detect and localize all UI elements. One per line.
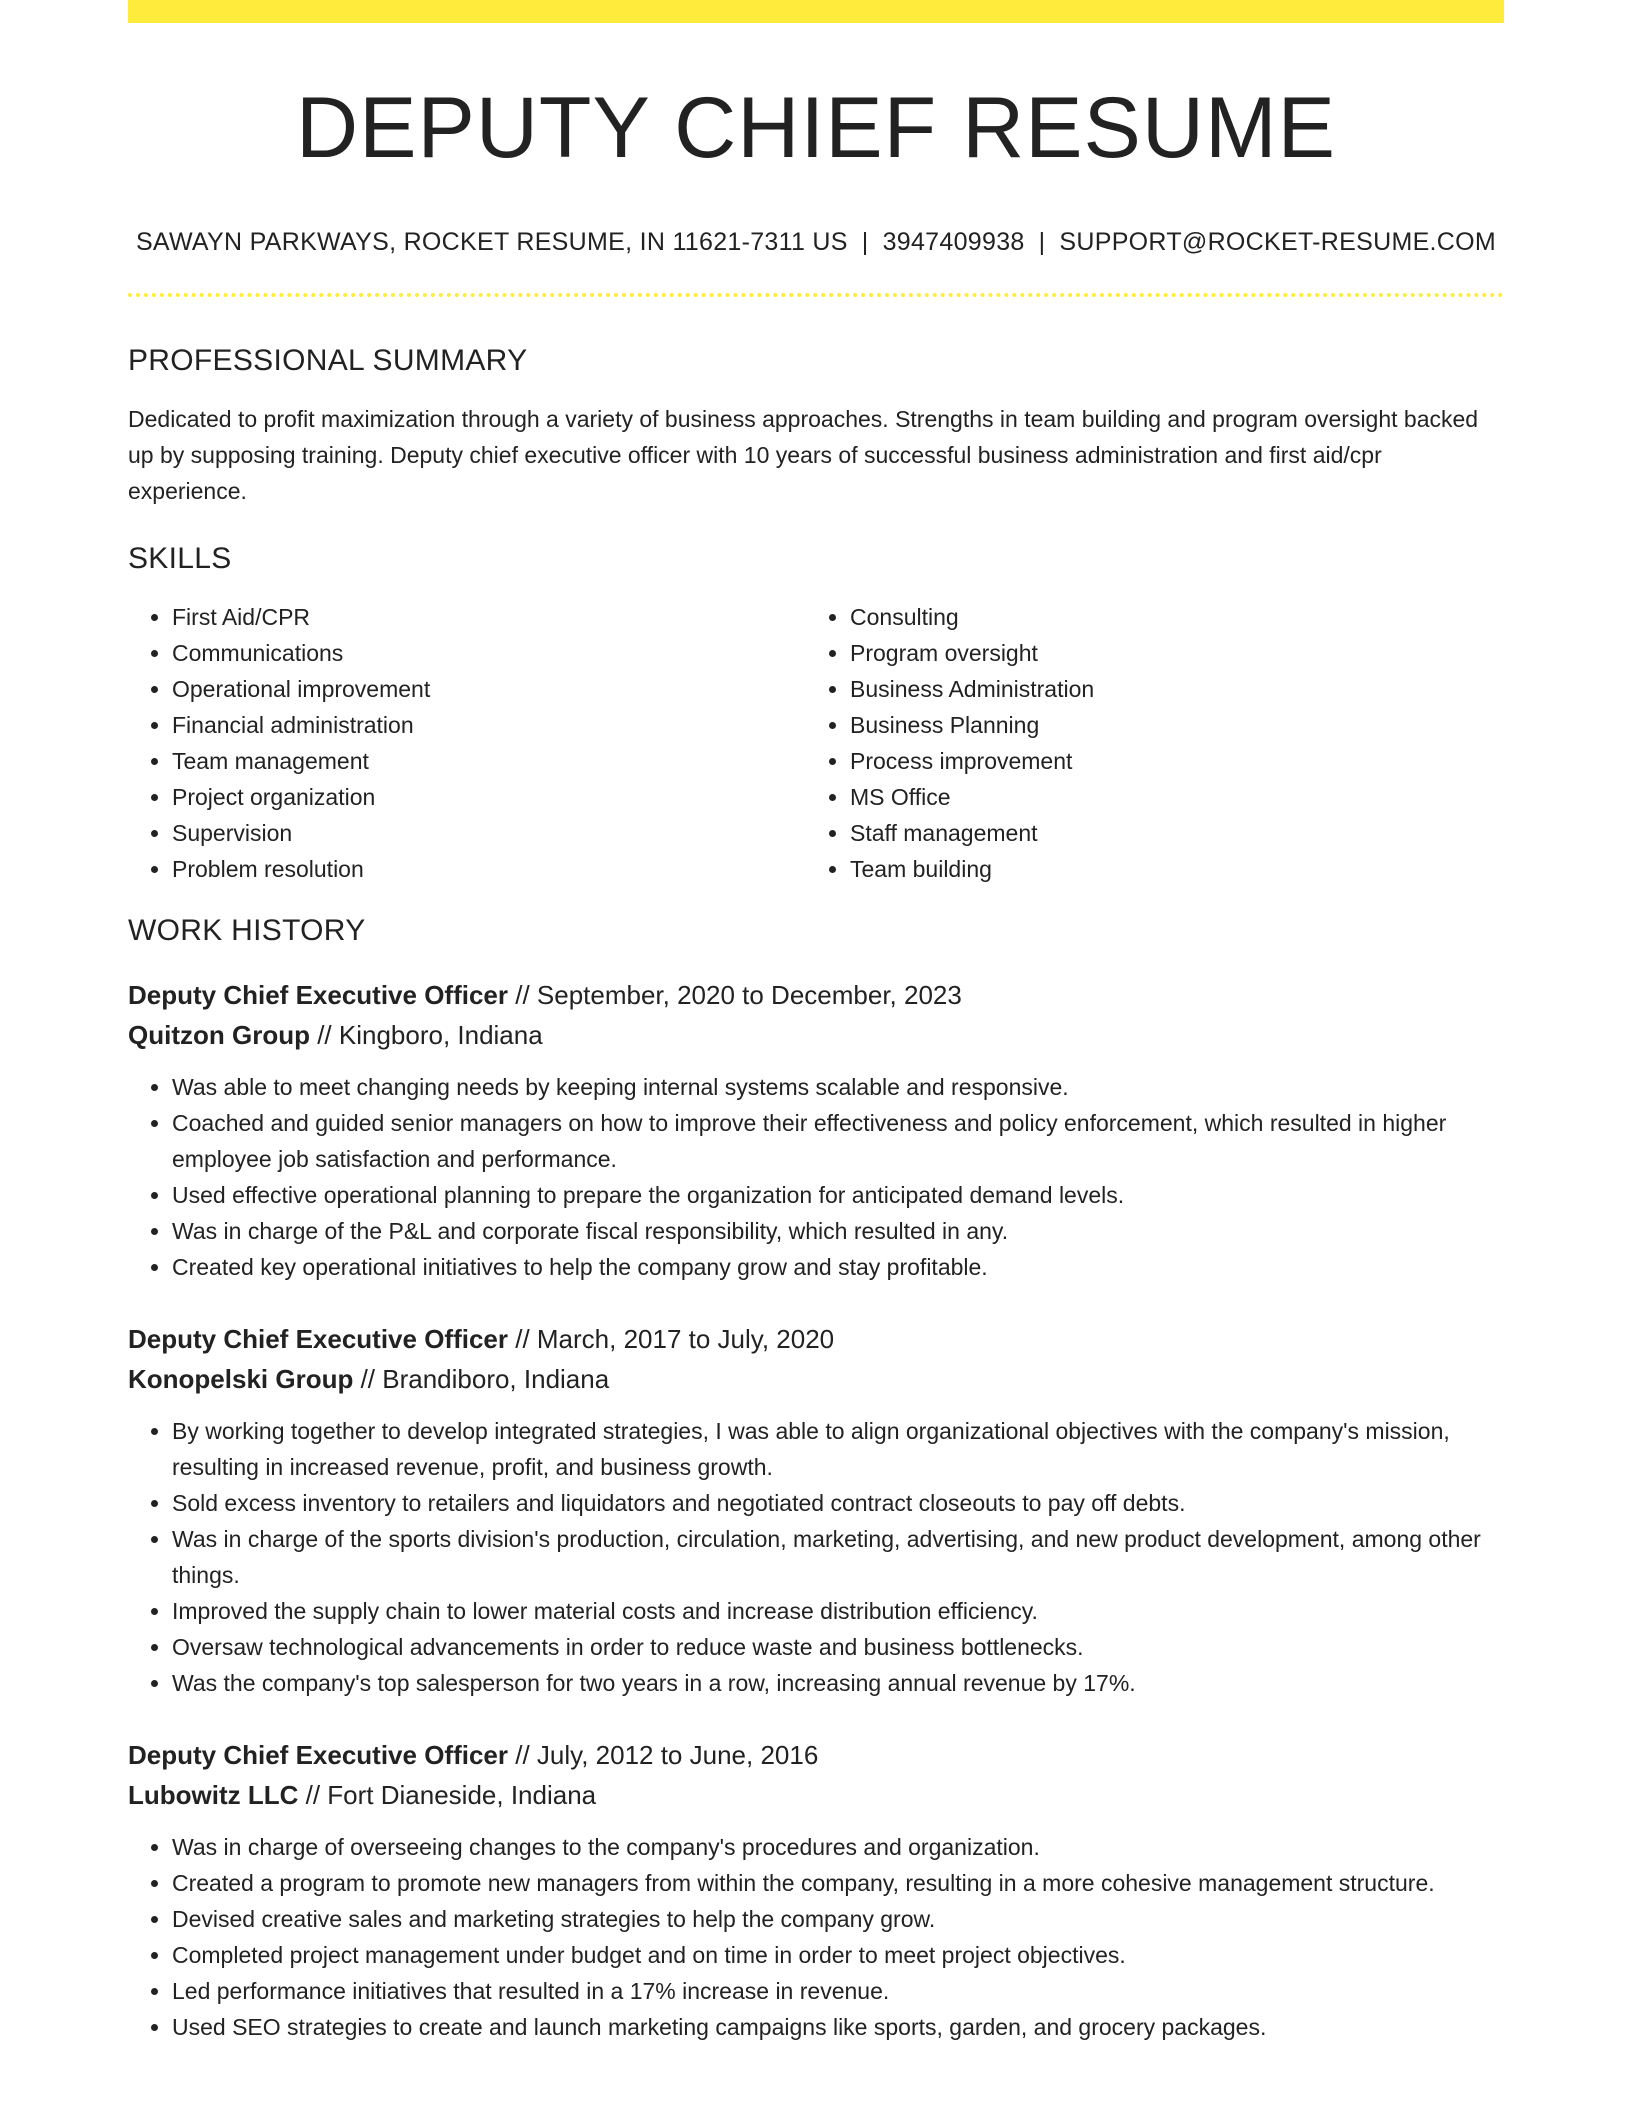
job-bullet: • Improved the supply chain to lower material costs and increase distribution efficiency. (172, 1593, 1504, 1629)
job-title-line (128, 1319, 1504, 1359)
work-history-heading: WORK HISTORY (128, 914, 366, 947)
work-history-list (128, 975, 1504, 2045)
skill-item: • Problem resolution (172, 851, 806, 887)
job-bullet: • Created key operational initiatives to help the company grow and stay profitable. (172, 1249, 1504, 1285)
job-company: Konopelski Group (128, 1364, 354, 1394)
job-entry (128, 975, 1504, 1285)
skill-item: • Process improvement (850, 743, 1484, 779)
skill-item: • Project organization (172, 779, 806, 815)
job-bullet: • Was in charge of the sports division's production, circulation, marketing, advertising, and new product development, among other things. (172, 1521, 1504, 1593)
job-bullet-list (128, 1829, 1504, 2045)
job-bullet: • Coached and guided senior managers on how to improve their effectiveness and policy enforcement, which resulted in higher employee job satisfaction and performance. (172, 1105, 1504, 1177)
job-dates: // September, 2020 to December, 2023 (508, 980, 962, 1010)
job-entry (128, 1735, 1504, 2045)
skill-item: • First Aid/CPR (172, 599, 806, 635)
job-bullet: • Was in charge of overseeing changes to the company's procedures and organization. (172, 1829, 1504, 1865)
skills-heading: SKILLS (128, 542, 232, 575)
job-company: Quitzon Group (128, 1020, 310, 1050)
resume-page (128, 0, 1504, 2045)
job-bullet: • By working together to develop integrated strategies, I was able to align organizational objectives with the company's mission, resulting in increased revenue, profit, and business growth. (172, 1413, 1504, 1485)
skills-column-left (128, 599, 806, 887)
skill-item: • Financial administration (172, 707, 806, 743)
job-location: // Fort Dianeside, Indiana (298, 1780, 597, 1810)
job-bullet-list (128, 1069, 1504, 1285)
job-title: Deputy Chief Executive Officer (128, 980, 508, 1010)
job-dates: // July, 2012 to June, 2016 (508, 1740, 819, 1770)
job-bullet: • Oversaw technological advancements in order to reduce waste and business bottlenecks. (172, 1629, 1504, 1665)
top-accent-bar (128, 0, 1504, 23)
job-title-line (128, 1735, 1504, 1775)
skills-grid (128, 599, 1504, 887)
job-company-line (128, 1775, 1504, 1815)
skill-item: • Team management (172, 743, 806, 779)
job-bullet: • Was in charge of the P&L and corporate fiscal responsibility, which resulted in any. (172, 1213, 1504, 1249)
job-dates: // March, 2017 to July, 2020 (508, 1324, 835, 1354)
job-location: // Kingboro, Indiana (309, 1020, 543, 1050)
summary-heading: PROFESSIONAL SUMMARY (128, 344, 528, 377)
skill-item: • Supervision (172, 815, 806, 851)
contact-email[interactable]: SUPPORT@ROCKET-RESUME.COM (1059, 228, 1497, 256)
summary-text: Dedicated to profit maximization through a variety of business approaches. Strengths in team building and program oversight backed up by supposing training. Deputy chief executive officer with 10 years of successful business administration and first aid/cpr experience. (128, 406, 1479, 504)
skill-item: • Team building (850, 851, 1484, 887)
job-title: Deputy Chief Executive Officer (128, 1740, 508, 1770)
job-title-line (128, 975, 1504, 1015)
job-bullet: • Completed project management under budget and on time in order to meet project objectives. (172, 1937, 1504, 1973)
job-bullet: • Sold excess inventory to retailers and liquidators and negotiated contract closeouts to pay off debts. (172, 1485, 1504, 1521)
job-bullet: • Devised creative sales and marketing strategies to help the company grow. (172, 1901, 1504, 1937)
job-company: Lubowitz LLC (128, 1780, 299, 1810)
job-bullet: • Led performance initiatives that resulted in a 17% increase in revenue. (172, 1973, 1504, 2009)
job-entry (128, 1319, 1504, 1701)
skill-item: • Staff management (850, 815, 1484, 851)
job-company-line (128, 1015, 1504, 1055)
skill-item: • Program oversight (850, 635, 1484, 671)
contact-phone: 3947409938 (882, 228, 1025, 256)
job-bullet: • Was able to meet changing needs by keeping internal systems scalable and responsive. (172, 1069, 1504, 1105)
resume-title: DEPUTY CHIEF RESUME (296, 80, 1336, 176)
skill-item: • Business Planning (850, 707, 1484, 743)
skill-item: • MS Office (850, 779, 1484, 815)
skill-item: • Consulting (850, 599, 1484, 635)
contact-separator: | (861, 228, 869, 256)
job-bullet: • Used effective operational planning to prepare the organization for anticipated demand levels. (172, 1177, 1504, 1213)
skill-item: • Business Administration (850, 671, 1484, 707)
job-bullet: • Was the company's top salesperson for two years in a row, increasing annual revenue by 17%. (172, 1665, 1504, 1701)
job-location: // Brandiboro, Indiana (353, 1364, 610, 1394)
skills-column-right (806, 599, 1484, 887)
job-bullet: • Used SEO strategies to create and launch marketing campaigns like sports, garden, and grocery packages. (172, 2009, 1504, 2045)
contact-separator: | (1038, 228, 1046, 256)
job-bullet-list (128, 1413, 1504, 1701)
contact-line (128, 227, 1504, 257)
skill-item: • Communications (172, 635, 806, 671)
skill-item: • Operational improvement (172, 671, 806, 707)
job-bullet: • Created a program to promote new managers from within the company, resulting in a more cohesive management structure. (172, 1865, 1504, 1901)
job-company-line (128, 1359, 1504, 1399)
contact-address: SAWAYN PARKWAYS, ROCKET RESUME, IN 11621-7311 US (135, 228, 848, 256)
job-title: Deputy Chief Executive Officer (128, 1324, 508, 1354)
dotted-divider (128, 293, 1504, 297)
